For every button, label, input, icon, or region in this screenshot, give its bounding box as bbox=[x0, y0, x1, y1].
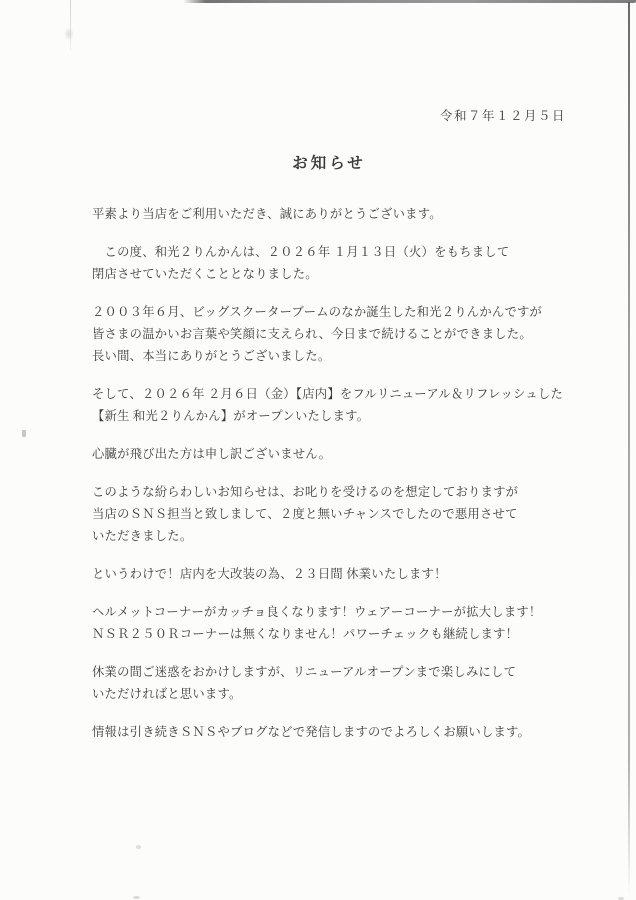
paragraph-closing-announcement bbox=[92, 241, 566, 285]
text-line: 皆さまの温かいお言葉や笑顔に支えられ、今日まで続けることができました。 bbox=[92, 327, 532, 341]
document-date: 令和７年１２月５日 bbox=[439, 109, 566, 123]
text-line: というわけで！店内を大改装の為、２３日間 休業いたします！ bbox=[92, 567, 447, 581]
text-line: 情報は引き続きＳＮＳやブログなどで発信しますのでよろしくお願いします。 bbox=[92, 725, 531, 739]
text-line: 当店のＳＮＳ担当と致しまして、２度と無いチャンスでしたので悪用させて bbox=[92, 507, 518, 521]
text-line: 心臓が飛び出た方は申し訳ございません。 bbox=[92, 447, 332, 461]
text-line: 閉店させていただくこととなりました。 bbox=[92, 267, 318, 281]
text-line: いただければと思います。 bbox=[92, 687, 242, 701]
paragraph-sns-info bbox=[92, 721, 566, 743]
paragraph-corner-details bbox=[92, 601, 566, 645]
document-title: お知らせ bbox=[292, 155, 366, 172]
scan-artifact-speck bbox=[136, 845, 141, 849]
paragraph-inconvenience bbox=[92, 661, 566, 705]
text-line: この度、和光２りんかんは、２０２６年 １月１３日（火）をもちまして bbox=[92, 245, 510, 259]
text-line: このような紛らわしいお知らせは、お叱りを受けるのを想定しておりますが bbox=[92, 485, 519, 499]
text-line: 長い間、本当にありがとうございました。 bbox=[92, 349, 331, 363]
paragraph-renewal-open bbox=[92, 383, 566, 427]
text-line: そして、２０２６年 ２月６日（金）【店内】をフルリニューアル＆リフレッシュした bbox=[92, 387, 564, 401]
text-line: ＮＳＲ２５０Ｒコーナーは無くなりません！パワーチェックも継続します！ bbox=[92, 627, 519, 641]
text-line: ヘルメットコーナーがカッチョ良くなります！ウェアーコーナーが拡大します！ bbox=[92, 605, 542, 619]
text-line: いただきました。 bbox=[92, 529, 193, 543]
text-line: ２００３年６月、ビッグスクーターブームのなか誕生した和光２りんかんですが bbox=[92, 305, 543, 319]
scan-artifact-speck bbox=[133, 896, 140, 899]
text-line: 休業の間ご迷惑をおかけしますが、リニューアルオープンまで楽しみにして bbox=[92, 665, 517, 679]
paragraph-history bbox=[92, 301, 566, 367]
paragraph-sns-excuse bbox=[92, 481, 566, 547]
text-line: 【新生 和光２りんかん】がオープンいたします。 bbox=[92, 409, 370, 423]
paragraph-renovation-notice bbox=[92, 563, 566, 585]
paragraph-apology-joke bbox=[92, 443, 566, 465]
paragraph-greeting bbox=[92, 203, 566, 225]
text-line: 平素より当店をご利用いただき、誠にありがとうございます。 bbox=[92, 207, 442, 221]
